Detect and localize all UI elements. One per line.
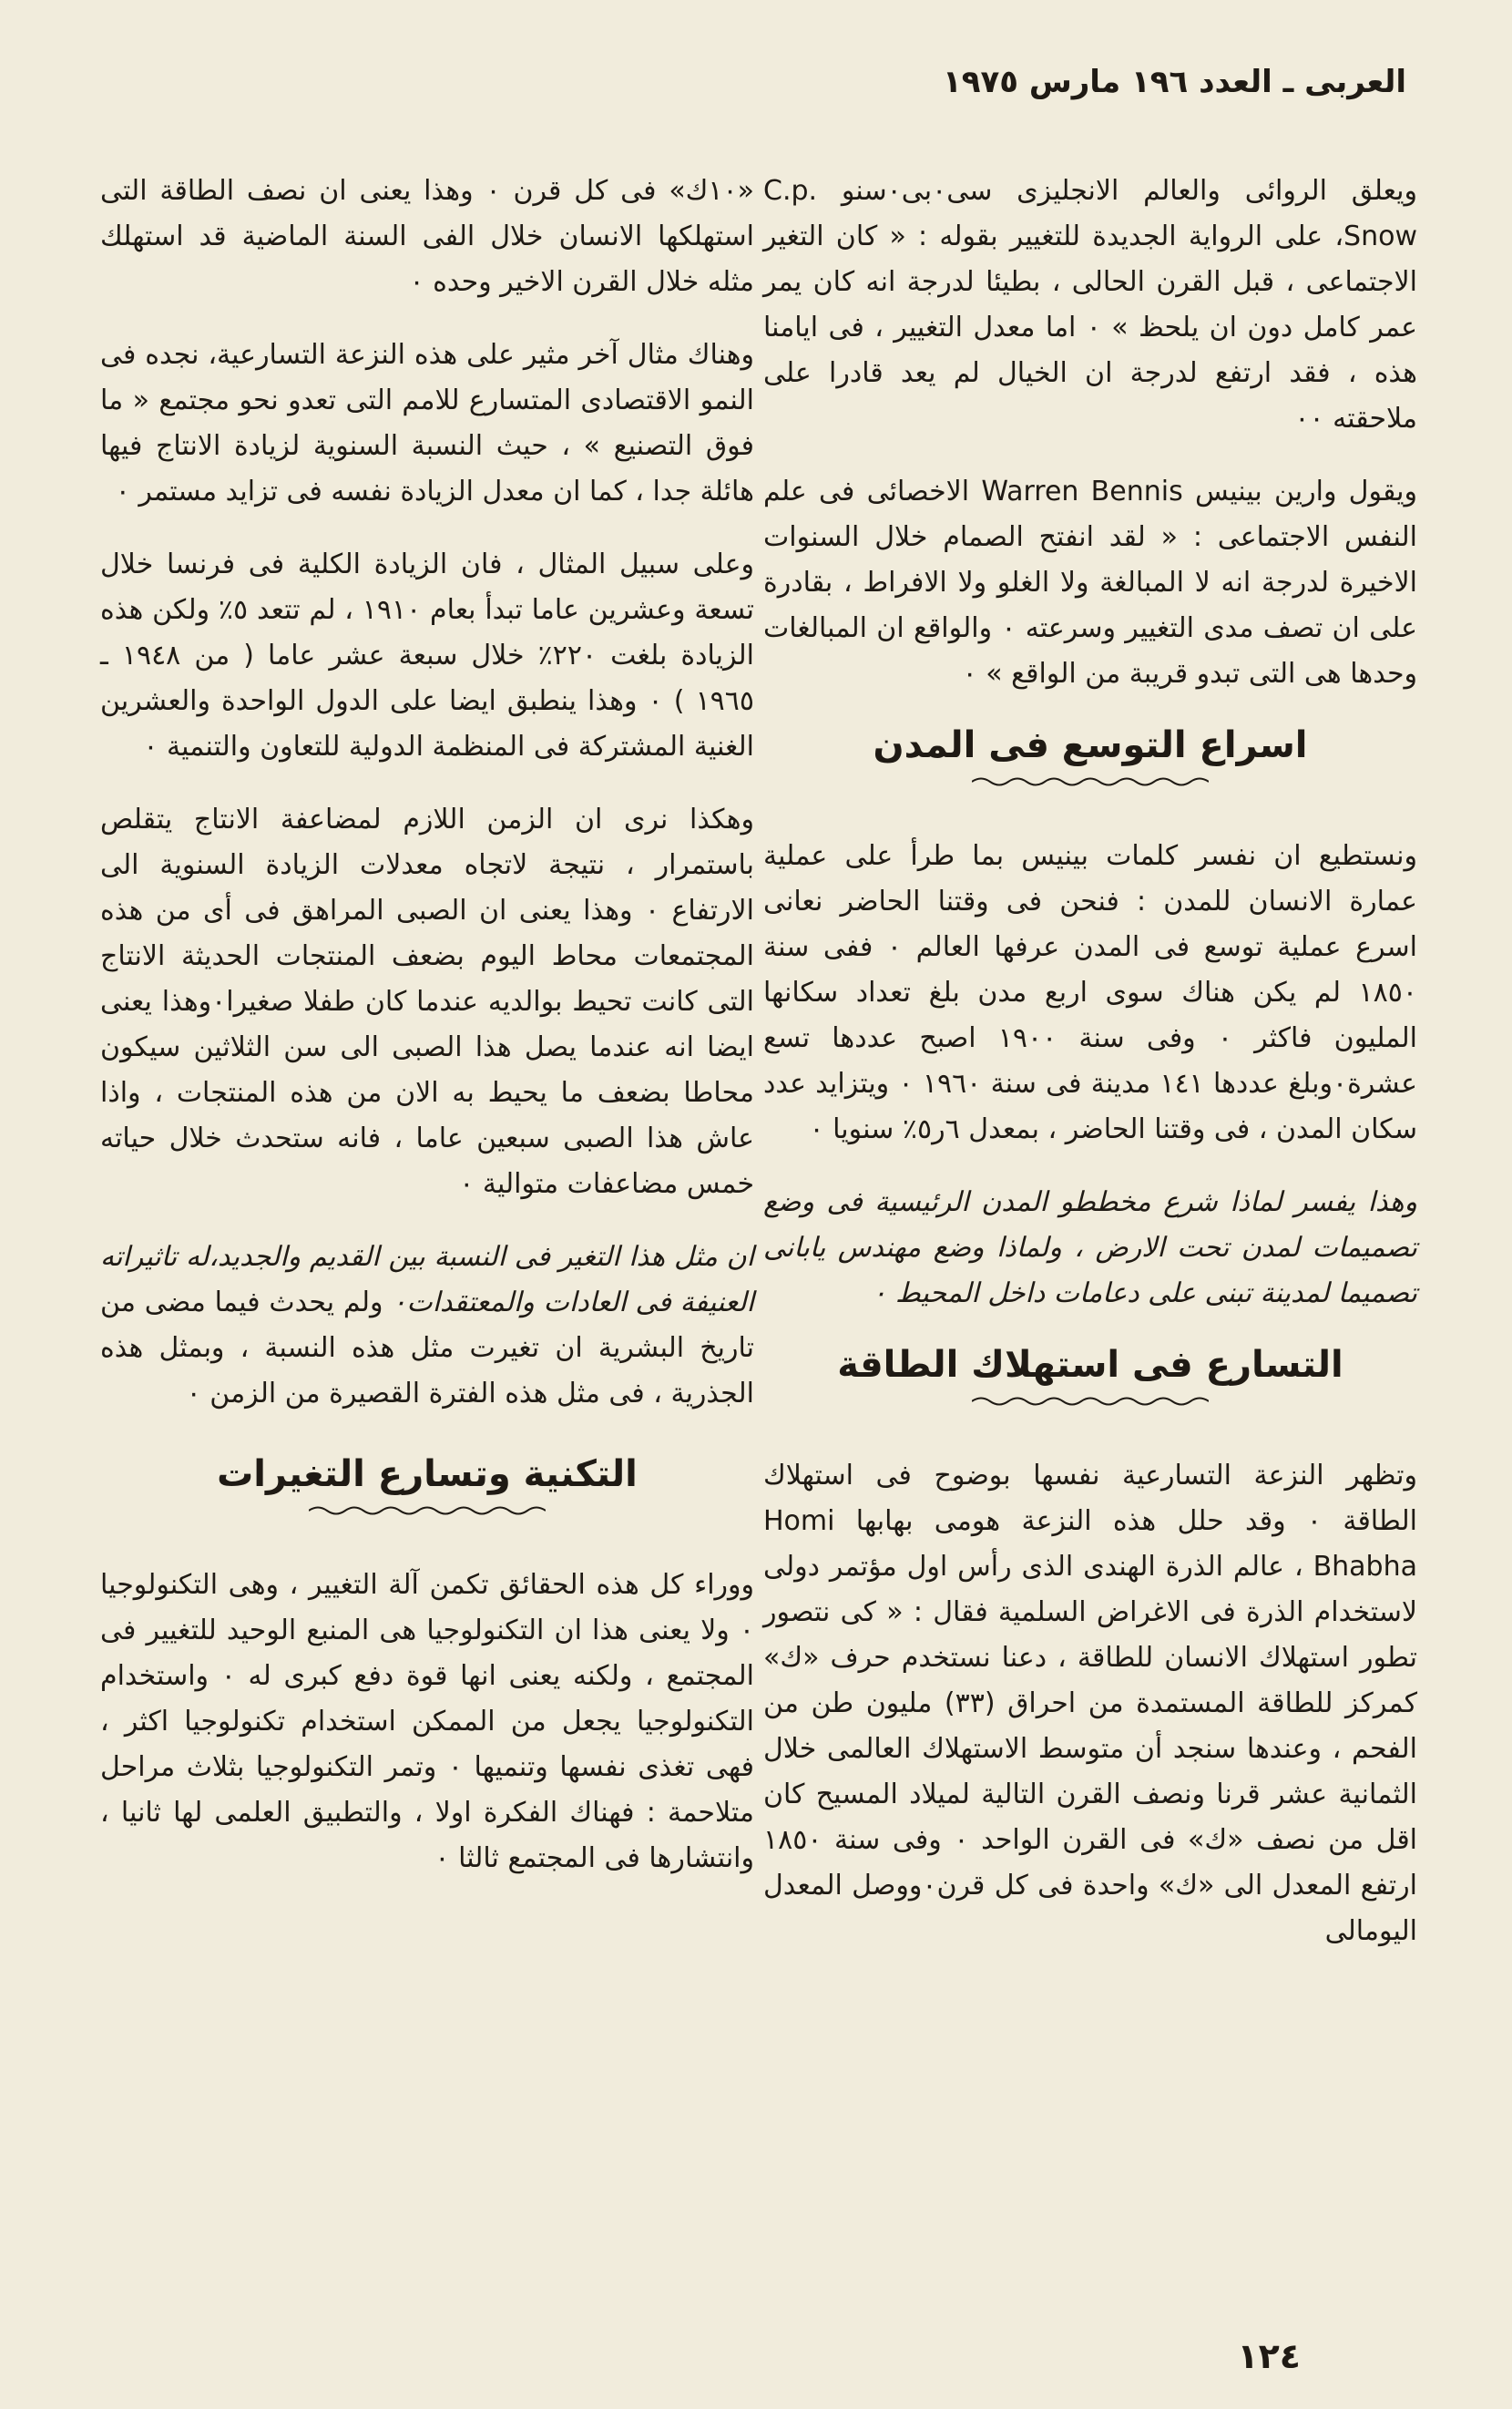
paragraph: ويقول وارين بينيس Warren Bennis الاخصائى فى علم النفس الاجتماعى : « لقد انفتح الصمام خلال السنوات الاخيرة لدرجة انه لا المبالغة ولا الغلو ولا الافراط ، بقادرة على ان تصف مدى التغيير وسرعته ٠ والواقع ان المبالغات وحدها هى التى تبدو قريبة من الواقع » ٠ — [763, 476, 1417, 690]
paragraph: ونستطيع ان نفسر كلمات بينيس بما طرأ على عملية عمارة الانسان للمدن : فنحن فى وقتنا الحاضر نعانى اسرع عملية توسع فى المدن عرفها العالم ٠ ففى سنة ١٨٥٠ لم يكن هناك سوى اربع مدن بلغ تعداد سكانها المليون فاكثر ٠ وفى سنة ١٩٠٠ اصبح عددها تسع عشرة٠وبلغ عددها ١٤١ مدينة فى سنة ١٩٦٠ ٠ ويتزايد عدد سكان المدن ، فى وقتنا الحاضر ، بمعدل ٦ر٥٪ سنويا ٠ — [763, 840, 1418, 1145]
left-column — [100, 169, 754, 1909]
paragraph-italic — [100, 1235, 754, 1417]
paragraph: وعلى سبيل المثال ، فان الزيادة الكلية فى فرنسا خلال تسعة وعشرين عاما تبدأ بعام ١٩١٠ ، لم تتعد ٥٪ ولكن هذه الزيادة بلغت ٢٢٠٪ خلال سبعة عشر عاما ( من ١٩٤٨ ـ ١٩٦٥ ) ٠ وهذا ينطبق ايضا على الدول الواحدة والعشرين الغنية المشتركة فى المنظمة الدولية للتعاون والتنمية ٠ — [100, 548, 755, 763]
paragraph: وهذا يفسر لماذا شرع مخططو المدن الرئيسية فى وضع تصميمات لمدن تحت الارض ، ولماذا وضع مهندس يابانى تصميما لمدينة تبنى على دعامات داخل المحيط ٠ — [763, 1186, 1417, 1309]
paragraph: «١٠ك» فى كل قرن ٠ وهذا يعنى ان نصف الطاقة التى استهلكها الانسان خلال الفى السنة الماضية قد استهلك مثله خلال القرن الاخير وحده ٠ — [100, 175, 754, 298]
page-number: ١٢٤ — [1237, 2336, 1301, 2376]
paragraph: وتظهر النزعة التسارعية نفسها بوضوح فى استهلاك الطاقة ٠ وقد حلل هذه النزعة هومى بهابها Homi Bhabha ، عالم الذرة الهندى الذى رأس اول مؤتمر دولى لاستخدام الذرة فى الاغراض السلمية فقال : « كى نتصور تطور استهلاك الانسان للطاقة ، دعنا نستخدم حرف «ك» كمركز للطاقة المستمدة من احراق (٣٣) مليون طن من الفحم ، وعندها سنجد أن متوسط الاستهلاك العالمى خلال الثمانية عشر قرنا ونصف القرن التالية لميلاد المسيح كان اقل من نصف «ك» فى القرن الواحد ٠ وفى سنة ١٨٥٠ ارتفع المعدل الى «ك» واحدة فى كل قرن٠ووصل المعدل اليومالى — [763, 1460, 1418, 1947]
right-column — [763, 169, 1417, 1982]
section-heading-technology — [100, 1453, 754, 1517]
section-heading-urban-expansion — [763, 724, 1417, 788]
wavy-underline-ornament — [309, 1504, 546, 1517]
section-heading-text: التكنية وتسارع التغيرات — [217, 1453, 638, 1495]
wavy-underline-ornament — [972, 775, 1209, 788]
paragraph: وهكذا نرى ان الزمن اللازم لمضاعفة الانتاج يتقلص باستمرار ، نتيجة لاتجاه معدلات الزيادة السنوية الى الارتفاع ٠ وهذا يعنى ان الصبى المراهق فى أى من هذه المجتمعات محاط اليوم بضعف المنتجات الحديثة الانتاج التى كانت تحيط بوالديه عندما كان طفلا صغيرا٠وهذا يعنى ايضا انه عندما يصل هذا الصبى الى سن الثلاثين سيكون محاطا بضعف ما يحيط به الان من هذه المنتجات ، واذا عاش هذا الصبى سبعين عاما ، فانه ستحدث خلال حياته خمس مضاعفات متوالية ٠ — [100, 804, 755, 1200]
paragraph: وهناك مثال آخر مثير على هذه النزعة التسارعية، نجده فى النمو الاقتصادى المتسارع للامم التى تعدو نحو مجتمع « ما فوق التصنيع » ، حيث النسبة السنوية لزيادة الانتاج فيها هائلة جدا ، كما ان معدل الزيادة نفسه فى تزايد مستمر ٠ — [100, 339, 754, 507]
italic-sentence: ان مثل هذا التغير فى النسبة بين القديم والجديد،له تاثيراته العنيفة فى العادات والمعتقدات٠ — [100, 1241, 754, 1318]
continuation-sentence: ولم يحدث فيما مضى من تاريخ البشرية ان تغيرت مثل هذه النسبة ، وبمثل هذه الجذرية ، فى مثل هذه الفترة القصيرة من الزمن ٠ — [100, 1287, 754, 1410]
section-heading-text: التسارع فى استهلاك الطاقة — [837, 1344, 1343, 1386]
paragraph: ووراء كل هذه الحقائق تكمن آلة التغيير ، وهى التكنولوجيا ٠ ولا يعنى هذا ان التكنولوجيا هى المنبع الوحيد للتغيير فى المجتمع ، ولكنه يعنى انها قوة دفع كبرى له ٠ واستخدام التكنولوجيا يجعل من الممكن استخدام تكنولوجيا اكثر ، فهى تغذى نفسها وتنميها ٠ وتمر التكنولوجيا بثلاث مراحل متلاحمة : فهناك الفكرة اولا ، والتطبيق العلمى لها ثانيا ، وانتشارها فى المجتمع ثالثا ٠ — [100, 1569, 754, 1874]
wavy-underline-ornament — [972, 1395, 1209, 1408]
section-heading-text: اسراع التوسع فى المدن — [873, 724, 1308, 766]
page-header: العربى ـ العدد ١٩٦ مارس ١٩٧٥ — [942, 64, 1406, 100]
paragraph: ويعلق الروائى والعالم الانجليزى سى٠بى٠سنو C.p. Snow، على الرواية الجديدة للتغيير بقوله : « كان التغير الاجتماعى ، قبل القرن الحالى ، بطيئا لدرجة انه كان يمر عمر كامل دون ان يلحظ » ٠ اما معدل التغيير ، فى ايامنا هذه ، فقد ارتفع لدرجة ان الخيال لم يعد قادرا على ملاحقته ٠٠ — [763, 175, 1418, 435]
section-heading-energy — [763, 1344, 1417, 1408]
